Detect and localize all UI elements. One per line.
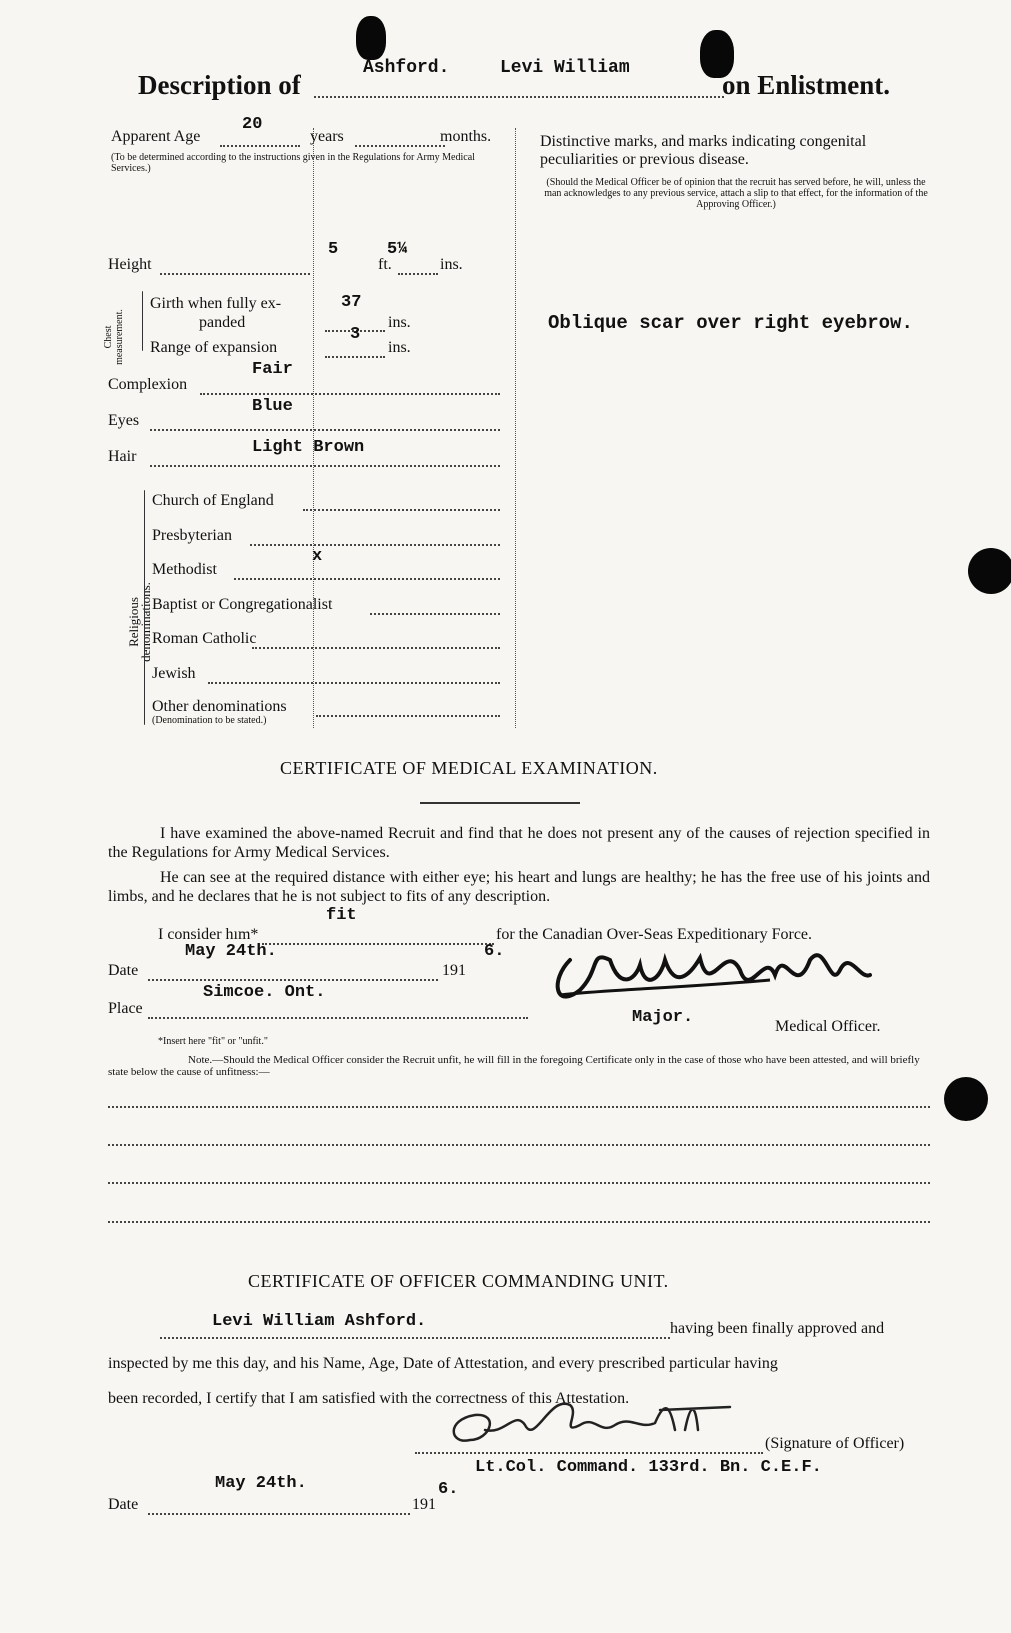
unfitness-line-2 bbox=[108, 1144, 930, 1146]
insert-note: *Insert here "fit" or "unfit." bbox=[158, 1036, 268, 1047]
distinctive-label-2: peculiarities or previous disease. bbox=[540, 151, 749, 168]
religion-item-0: Church of England bbox=[152, 492, 274, 509]
religion-other-note: (Denomination to be stated.) bbox=[152, 715, 267, 726]
medical-date-label: Date bbox=[108, 962, 139, 979]
given-names-value: Levi William bbox=[500, 58, 630, 78]
place-line bbox=[148, 1017, 528, 1019]
medical-paragraph-1: I have examined the above-named Recruit and find that he does not present any of the causes of rejection specified in the Regulations for Army Medical Services. bbox=[108, 825, 930, 861]
age-note: (To be determined according to the instructions given in the Regulations for Army Medical Services.) bbox=[111, 152, 475, 174]
distinctive-label-1: Distinctive marks, and marks indicating congenital bbox=[540, 133, 867, 150]
years-label: years bbox=[310, 128, 344, 145]
eyes-line bbox=[150, 429, 500, 431]
commanding-heading: CERTIFICATE OF OFFICER COMMANDING UNIT. bbox=[248, 1271, 669, 1291]
medical-heading: CERTIFICATE OF MEDICAL EXAMINATION. bbox=[280, 758, 658, 778]
medical-date-line bbox=[148, 979, 438, 981]
punch-hole-top-left bbox=[356, 16, 386, 60]
right-column-divider bbox=[515, 128, 516, 728]
co-signature-line bbox=[415, 1452, 763, 1454]
surname-value: Ashford. bbox=[363, 58, 450, 78]
religion-side-label: Religious denominations. bbox=[126, 582, 153, 662]
unfitness-line-4 bbox=[108, 1221, 930, 1223]
punch-hole-right-1 bbox=[968, 548, 1011, 594]
hair-label: Hair bbox=[108, 448, 137, 465]
range-line bbox=[325, 356, 385, 358]
complexion-line bbox=[200, 393, 500, 395]
religion-brace bbox=[144, 490, 145, 725]
complexion-label: Complexion bbox=[108, 376, 188, 393]
medical-date-value: May 24th. bbox=[185, 942, 277, 961]
commanding-line1-suffix: having been finally approved and bbox=[670, 1320, 885, 1337]
eyes-value: Blue bbox=[252, 397, 293, 416]
complexion-value: Fair bbox=[252, 360, 293, 379]
religion-line-2 bbox=[234, 578, 500, 580]
medical-year-prefix: 191 bbox=[442, 962, 466, 979]
unfitness-note: Note.—Should the Medical Officer consider the Recruit unfit, he will fill in the foregoing Certificate only in the case of those who have been attested, and will briefly state below the cause of unfitness:— bbox=[108, 1054, 920, 1078]
consider-prefix: I consider hım* bbox=[158, 926, 259, 943]
consider-suffix: for the Canadian Over-Seas Expeditionary Force. bbox=[496, 926, 813, 943]
chest-side-label: Chest measurement. bbox=[103, 309, 125, 365]
range-unit: ins. bbox=[388, 339, 411, 356]
religion-item-3: Baptist or Congregationalist bbox=[152, 596, 333, 613]
religion-item-1: Presbyterian bbox=[152, 527, 232, 544]
commanding-rank: Lt.Col. Command. 133rd. Bn. C.E.F. bbox=[475, 1458, 822, 1477]
height-inches-value: 5¼ bbox=[387, 240, 408, 259]
chest-brace bbox=[142, 291, 143, 351]
commanding-officer-signature bbox=[430, 1385, 750, 1455]
place-value: Simcoe. Ont. bbox=[203, 983, 326, 1002]
title-prefix: Description of bbox=[138, 70, 301, 100]
eyes-label: Eyes bbox=[108, 412, 140, 429]
girth-label-1: Girth when fully ex- bbox=[150, 295, 282, 312]
range-value: 3 bbox=[350, 325, 361, 344]
distinctive-value: Oblique scar over right eyebrow. bbox=[548, 312, 913, 334]
height-ft-label: ft. bbox=[378, 256, 392, 273]
commanding-date-value: May 24th. bbox=[215, 1474, 307, 1493]
unfitness-line-3 bbox=[108, 1182, 930, 1184]
commanding-date-line bbox=[148, 1513, 410, 1515]
signature-label: (Signature of Officer) bbox=[765, 1435, 905, 1452]
girth-label-2: panded bbox=[199, 314, 246, 331]
age-label: Apparent Age bbox=[111, 128, 201, 145]
religion-item-5: Jewish bbox=[152, 665, 196, 682]
age-line bbox=[220, 145, 300, 147]
consider-value: fit bbox=[326, 906, 357, 925]
distinctive-note: (Should the Medical Officer be of opinion that the recruit has served before, he will, unless the man acknowledges to any previous service, attach a slip to that effect, for the information of the Approving Officer.) bbox=[544, 177, 928, 210]
girth-value: 37 bbox=[341, 293, 362, 312]
commanding-name: Levi William Ashford. bbox=[212, 1312, 427, 1331]
left-column-divider bbox=[313, 128, 314, 728]
medical-year-digit: 6. bbox=[484, 942, 505, 961]
medical-officer-label: Medical Officer. bbox=[775, 1018, 881, 1035]
age-value: 20 bbox=[242, 115, 263, 134]
medical-officer-rank: Major. bbox=[632, 1008, 694, 1027]
height-ins-line bbox=[398, 273, 438, 275]
punch-hole-right-2 bbox=[944, 1077, 988, 1121]
height-ins-label: ins. bbox=[440, 256, 463, 273]
commanding-year-digit: 6. bbox=[438, 1480, 459, 1499]
medical-paragraph-2: He can see at the required distance with either eye; his heart and lungs are healthy; he has the free use of his joints and limbs, and he declares that he is not subject to fits of any description. bbox=[108, 869, 930, 905]
religion-line-1 bbox=[250, 544, 500, 546]
unfitness-line-1 bbox=[108, 1106, 930, 1108]
months-line bbox=[355, 145, 445, 147]
religion-item-4: Roman Catholic bbox=[152, 630, 257, 647]
height-feet-value: 5 bbox=[328, 240, 339, 259]
religion-line-0 bbox=[303, 509, 500, 511]
commanding-year-prefix: 191 bbox=[412, 1496, 436, 1513]
religion-line-5 bbox=[208, 682, 500, 684]
title-line bbox=[314, 96, 724, 98]
medical-heading-rule bbox=[420, 802, 580, 804]
medical-officer-signature bbox=[540, 920, 880, 1020]
height-line bbox=[160, 273, 310, 275]
commanding-line2: inspected by me this day, and his Name, Age, Date of Attestation, and every prescribed particular having bbox=[108, 1355, 778, 1372]
religion-line-4 bbox=[252, 647, 500, 649]
religion-line-3 bbox=[370, 613, 500, 615]
range-label: Range of expansion bbox=[150, 339, 278, 356]
hair-value: Light Brown bbox=[252, 438, 365, 457]
title-suffix: on Enlistment. bbox=[722, 70, 891, 100]
religion-item-6: Other denominations bbox=[152, 698, 287, 715]
commanding-date-label: Date bbox=[108, 1496, 139, 1513]
commanding-line3: been recorded, I certify that I am satisfied with the correctness of this Attestation. bbox=[108, 1390, 630, 1407]
religion-mark: x bbox=[312, 547, 323, 566]
height-label: Height bbox=[108, 256, 152, 273]
girth-unit: ins. bbox=[388, 314, 411, 331]
hair-line bbox=[150, 465, 500, 467]
religion-line-6 bbox=[316, 715, 500, 717]
consider-line bbox=[262, 943, 494, 945]
place-label: Place bbox=[108, 1000, 143, 1017]
months-label: months. bbox=[440, 128, 492, 145]
religion-item-2: Methodist bbox=[152, 561, 217, 578]
commanding-name-line bbox=[160, 1337, 670, 1339]
